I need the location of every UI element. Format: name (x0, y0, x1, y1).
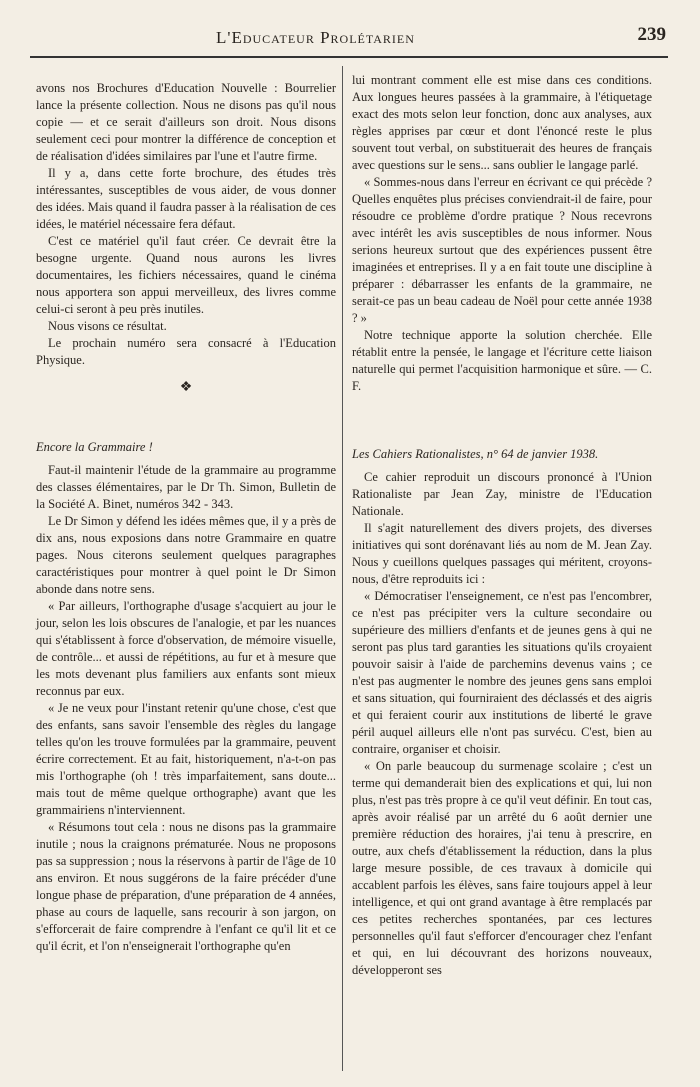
paragraph: Il y a, dans cette forte brochure, des études très intéressantes, susceptibles de vous aider, de vous donner des idées. Mais quand il faudra passer à la réalisation de ces idées, le matériel nécessaire fera défaut. (36, 166, 336, 231)
section-heading: Encore la Grammaire ! (36, 440, 153, 454)
quote-paragraph: « Je ne veux pour l'instant retenir qu'une chose, c'est que des enfants, sans savoir l'ensemble des règles du langage telles qu'on les trouve formulées par la grammaire, peuvent écrire correctement. Et au fait, historiquement, n'a-t-on pas mis l'orthographe (oh ! très imparfaitement, sans doute... mais tout de même quelque orthographe) avant que les grammairiens n'interviennent. (36, 701, 336, 817)
section-heading: Les Cahiers Rationalistes, n° 64 de janvier 1938. (352, 447, 599, 461)
quote-paragraph: « Sommes-nous dans l'erreur en écrivant ce qui précède ? Quelles enquêtes plus précises conviendrait-il de faire, pour résoudre ce problème d'ordre pratique ? Nous recevrons avec intérêt les avis susceptibles de nous informer. Nous serions heureux surtout que des expériences pussent être imaginées et entreprises. Il y a en fait toute une discipline à préparer : débarrasser les enfants de la grammaire, ne serait-ce pas un beau cadeau de Noël pour cette année 1938 ? » (352, 175, 652, 325)
quote-paragraph: « Démocratiser l'enseignement, ce n'est pas l'encombrer, ce n'est pas précipiter vers la culture secondaire ou supérieure des milliers d'enfants et de jeunes gens à qui ne seront pas plus tard garanties les situations qu'ils croyaient pouvoir saisir à l'aide de parchemins devenus vains ; ce n'est pas augmenter le nombre des jeunes gens sans emploi et sans situation, qui fourniraient des déclassés et des aigris et qui feraient courir aux institutions de liberté le grave péril auquel ailleurs elle n'ont pas survécu. C'est, bien au contraire, organiser et choisir. (352, 589, 652, 756)
grammaire-section (36, 439, 336, 955)
header-rule (30, 56, 668, 58)
quote-paragraph: « On parle beaucoup du surmenage scolaire ; c'est un terme qui demanderait bien des explications et qui, lui non plus, n'est pas très propre à ce qu'il veut définir. En tout cas, après avoir réalisé par un arrêté du 6 août dernier une première réduction des horaires, j'ai tenu à prescrire, en outre, aux chefs d'établissement la réduction, dans la plus large mesure possible, de ces travaux à domicile qui accablent parfois les élèves, sans faire toujours appel à leur intelligence, et qui ont grand avantage à être remplacés par ces petites recherches spontanées, par ces lectures personnelles qu'il faut s'efforcer d'encourager chez l'enfant et qui, en lui découvrant des horizons nouveaux, développeront ses (352, 759, 652, 977)
cahiers-section (352, 446, 652, 979)
paragraph: Le Dr Simon y défend les idées mêmes que, il y a près de dix ans, nous exposions dans notre Grammaire en quatre pages. Nous citerons seulement quelques paragraphes caractéristiques pour montrer à quel point le Dr Simon abonde dans notre sens. (36, 514, 336, 596)
paragraph: Notre technique apporte la solution cherchée. Elle rétablit entre la pensée, le langage et l'écriture cette liaison naturelle qui permet l'acquisition harmonique et sûre. — C. F. (352, 328, 652, 393)
journal-title: L'Educateur Prolétarien (216, 28, 415, 47)
left-intro-block (36, 80, 336, 410)
page-number: 239 (637, 24, 666, 45)
quote-paragraph: « Résumons tout cela : nous ne disons pas la grammaire inutile ; nous la craignons prématurée. Nous ne proposons pas sa suppression ; nous la réservons à partir de l'âge de 10 ans environ. Et nous suggérons de la faire précéder d'une longue phase de préparation, d'une préparation de 4 années, phase au cours de laquelle, sans recourir à son jargon, on s'efforcerait de faire comprendre à l'enfant ce qu'il lit et ce qu'il écrit, et l'on n'enseignerait l'orthographe qu'en (36, 820, 336, 953)
right-intro-block (352, 72, 652, 395)
paragraph: C'est ce matériel qu'il faut créer. Ce devrait être la besogne urgente. Quand nous aurons les livres documentaires, les fichiers nécessaires, quand le cinéma nous apportera son appui merveilleux, des livres comme celui-ci seront à peu près inutiles. (36, 234, 336, 316)
paragraph: Il s'agit naturellement des divers projets, des diverses initiatives qui sont dorénavant liés au nom de M. Jean Zay. Nous y cueillons quelques passages qui méritent, croyons-nous, d'être reproduits ici : (352, 521, 652, 586)
column-divider (342, 66, 343, 1071)
paragraph: Nous visons ce résultat. (48, 319, 167, 333)
paragraph: avons nos Brochures d'Education Nouvelle : Bourrelier lance la présente collection. Nous ne disons pas qu'il nous copie — et ce serait d'ailleurs son droit. Nous disons seulement ceci pour montrer la différence de conception et de réalisation d'idées similaires par l'une et l'autre firme. (36, 81, 336, 163)
paragraph: lui montrant comment elle est mise dans ces conditions. Aux longues heures passées à la grammaire, à l'étiquetage exact des mots selon leur fonction, donc aux analyses, aux règles apprises par cœur et dont l'énoncé reste le plus souvent tout verbal, on substituerait des heures de français avec questions sur le sens... sans oublier le langage parlé. (352, 73, 652, 172)
running-header (30, 24, 668, 54)
paragraph: Le prochain numéro sera consacré à l'Education Physique. (36, 336, 336, 367)
paragraph: Faut-il maintenir l'étude de la grammaire au programme des classes élémentaires, par le Dr Th. Simon, Bulletin de la Société A. Binet, numéros 342 - 343. (36, 463, 336, 511)
section-ornament: ❖ (179, 380, 193, 395)
paragraph: Ce cahier reproduit un discours prononcé à l'Union Rationaliste par Jean Zay, ministre de l'Education Nationale. (352, 470, 652, 518)
quote-paragraph: « Par ailleurs, l'orthographe d'usage s'acquiert au jour le jour, selon les lois obscures de l'analogie, et par les nuances qui s'établissent à force d'observation, de mémoire visuelle, de contrôle... et aussi de répétitions, au fur et à mesure que les mots devenant plus familiers aux enfants sont mieux reconnus par eux. (36, 599, 336, 698)
